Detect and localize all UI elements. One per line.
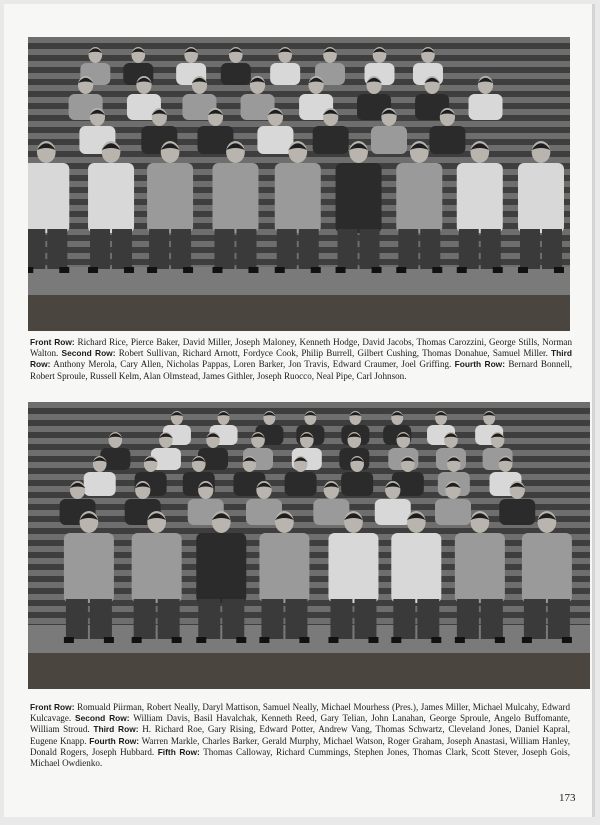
student-leg xyxy=(524,599,546,639)
student-shoe xyxy=(431,637,441,643)
bleacher-step xyxy=(28,37,570,43)
student-body xyxy=(64,533,114,603)
student-leg xyxy=(285,599,307,639)
student-body xyxy=(270,63,300,85)
student-body xyxy=(522,533,572,603)
student-shoe xyxy=(432,267,442,273)
caption-bottom-row-label: Front Row: xyxy=(30,702,75,712)
student-body xyxy=(212,163,258,233)
student-leg xyxy=(338,229,358,269)
caption-bottom-row-names: Romuald Piirman, Robert Neally, Daryl Mattison, Samuel Neally, Michael Mourhess (Pres.), James Miller, Michael Mulcahy, Edward Kulcavage. xyxy=(30,702,570,724)
caption-top-row-label: Fourth Row: xyxy=(454,359,505,370)
student-leg xyxy=(149,229,169,269)
student-leg xyxy=(222,599,244,639)
student-body xyxy=(328,533,378,603)
student-shoe xyxy=(172,637,182,643)
student-leg xyxy=(90,229,110,269)
student-shoe xyxy=(88,267,98,273)
caption-top-row-names: Richard Rice, Pierce Baker, David Miller, Joseph Maloney, Kenneth Hodge, David Jacobs, Thomas Carozzini, George Stills, Norman Walton. xyxy=(30,337,572,359)
student-body xyxy=(336,163,382,233)
student-shoe xyxy=(59,267,69,273)
caption-bottom xyxy=(30,702,570,769)
student-leg xyxy=(171,229,191,269)
student-leg xyxy=(214,229,234,269)
student-body xyxy=(84,472,116,496)
student-leg xyxy=(417,599,439,639)
student-body xyxy=(455,533,505,603)
student-shoe xyxy=(132,637,142,643)
student-shoe xyxy=(455,637,465,643)
student-shoe xyxy=(554,267,564,273)
student-shoe xyxy=(336,267,346,273)
caption-bottom-row-label: Second Row: xyxy=(74,713,130,724)
student-leg xyxy=(299,229,319,269)
bleacher-step-shadow xyxy=(28,612,590,618)
student-shoe xyxy=(495,637,505,643)
student-shoe xyxy=(396,267,406,273)
student-shoe xyxy=(518,267,528,273)
student-body xyxy=(221,63,251,85)
student-body xyxy=(371,126,407,154)
student-leg xyxy=(354,599,376,639)
student-shoe xyxy=(372,267,382,273)
student-shoe xyxy=(328,637,338,643)
student-leg xyxy=(134,599,156,639)
student-shoe xyxy=(124,267,134,273)
student-shoe xyxy=(212,267,222,273)
student-leg xyxy=(261,599,283,639)
student-body xyxy=(275,163,321,233)
student-body xyxy=(28,163,69,233)
caption-top xyxy=(30,337,572,382)
front-bench xyxy=(28,267,570,295)
student-leg xyxy=(112,229,132,269)
gym-floor xyxy=(28,653,590,689)
group-photo-top-image xyxy=(28,37,570,331)
student-shoe xyxy=(196,637,206,643)
bleacher-step-shadow xyxy=(28,43,570,49)
caption-top-row-label: Front Row: xyxy=(30,337,75,347)
group-photo-bottom-image xyxy=(28,402,590,689)
student-shoe xyxy=(522,637,532,643)
caption-top-row-names: Bernard Bonnell, Robert Sproule, Russell Kelm, Alan Olmstead, James Githler, Joseph Ruocco, Neal Pipe, Carl Johnson. xyxy=(30,359,572,381)
student-body xyxy=(518,163,564,233)
bleacher-step xyxy=(28,402,590,408)
student-shoe xyxy=(457,267,467,273)
caption-bottom-row-label: Third Row: xyxy=(93,724,139,735)
student-shoe xyxy=(562,637,572,643)
gym-floor xyxy=(28,295,570,331)
student-body xyxy=(259,533,309,603)
student-leg xyxy=(481,599,503,639)
caption-bottom-row-names: William Davis, Basil Havalchak, Kenneth Reed, Gary Telian, John Lanahan, George Sproule, Angelo Buffomante, William Stroud. xyxy=(30,713,571,735)
student-body xyxy=(469,94,503,120)
bleacher-step-shadow xyxy=(28,528,590,534)
student-body xyxy=(313,126,349,154)
caption-bottom-row-names: H. Richard Roe, Gary Rising, Edward Potter, Andrew Vang, Thomas Schwartz, Cleveland Jones, Daniel Kapral, Eugene Knapp. xyxy=(30,724,570,746)
student-leg xyxy=(398,229,418,269)
student-leg xyxy=(457,599,479,639)
student-body xyxy=(435,499,471,525)
student-body xyxy=(341,472,373,496)
caption-top-row-label: Second Row: xyxy=(61,348,116,359)
bleacher-step xyxy=(28,606,590,612)
student-shoe xyxy=(299,637,309,643)
yearbook-page xyxy=(4,4,595,817)
student-leg xyxy=(66,599,88,639)
student-body xyxy=(285,472,317,496)
student-shoe xyxy=(493,267,503,273)
bleacher-step-shadow xyxy=(28,55,570,61)
student-body xyxy=(429,126,465,154)
student-leg xyxy=(520,229,540,269)
student-leg xyxy=(360,229,380,269)
student-leg xyxy=(481,229,501,269)
student-leg xyxy=(47,229,67,269)
page-number: 173 xyxy=(559,792,576,804)
student-leg xyxy=(420,229,440,269)
bleacher-step xyxy=(28,618,590,624)
student-body xyxy=(257,126,293,154)
caption-top-row-names: Anthony Merola, Cary Allen, Nicholas Pappas, Loren Barker, Jon Travis, Edward Craumer, Joel Griffing. xyxy=(53,359,452,370)
student-body xyxy=(147,163,193,233)
student-leg xyxy=(236,229,256,269)
student-body xyxy=(391,533,441,603)
student-leg xyxy=(90,599,112,639)
student-leg xyxy=(330,599,352,639)
student-body xyxy=(375,499,411,525)
student-leg xyxy=(459,229,479,269)
student-leg xyxy=(542,229,562,269)
student-body xyxy=(499,499,535,525)
caption-top-row-names: Robert Sullivan, Richard Arnott, Fordyce Cook, Philip Burrell, Gilbert Cushing, Thomas Donahue, Samuel Miller. xyxy=(118,348,548,359)
student-body xyxy=(132,533,182,603)
student-shoe xyxy=(236,637,246,643)
student-shoe xyxy=(368,637,378,643)
student-leg xyxy=(28,229,45,269)
caption-top-row-label: Third Row: xyxy=(30,348,572,370)
student-shoe xyxy=(248,267,258,273)
student-shoe xyxy=(183,267,193,273)
student-shoe xyxy=(259,637,269,643)
student-leg xyxy=(198,599,220,639)
student-body xyxy=(396,163,442,233)
student-body xyxy=(313,499,349,525)
caption-bottom-row-label: Fourth Row: xyxy=(89,735,140,746)
student-leg xyxy=(393,599,415,639)
student-shoe xyxy=(275,267,285,273)
student-shoe xyxy=(64,637,74,643)
student-shoe xyxy=(311,267,321,273)
student-leg xyxy=(158,599,180,639)
student-body xyxy=(457,163,503,233)
student-leg xyxy=(277,229,297,269)
group-photo-top xyxy=(28,37,570,331)
student-leg xyxy=(548,599,570,639)
student-shoe xyxy=(28,267,33,273)
caption-bottom-row-label: Fifth Row: xyxy=(157,746,200,757)
caption-bottom-row-names: Warren Markle, Charles Barker, Gerald Murphy, Michael Watson, Roger Graham, Joseph Anastasi, William Hanley, Donald Rogers, Joseph Hubbard. xyxy=(30,735,571,757)
student-shoe xyxy=(147,267,157,273)
bleacher-step xyxy=(28,49,570,55)
group-photo-bottom xyxy=(28,402,590,689)
student-shoe xyxy=(104,637,114,643)
student-body xyxy=(196,533,246,603)
caption-bottom-row-names: Thomas Calloway, Richard Cummings, Stephen Jones, Thomas Clark, Scott Stever, Joseph Gois, Michael Owdienko. xyxy=(30,746,570,769)
student-body xyxy=(88,163,134,233)
student-shoe xyxy=(391,637,401,643)
